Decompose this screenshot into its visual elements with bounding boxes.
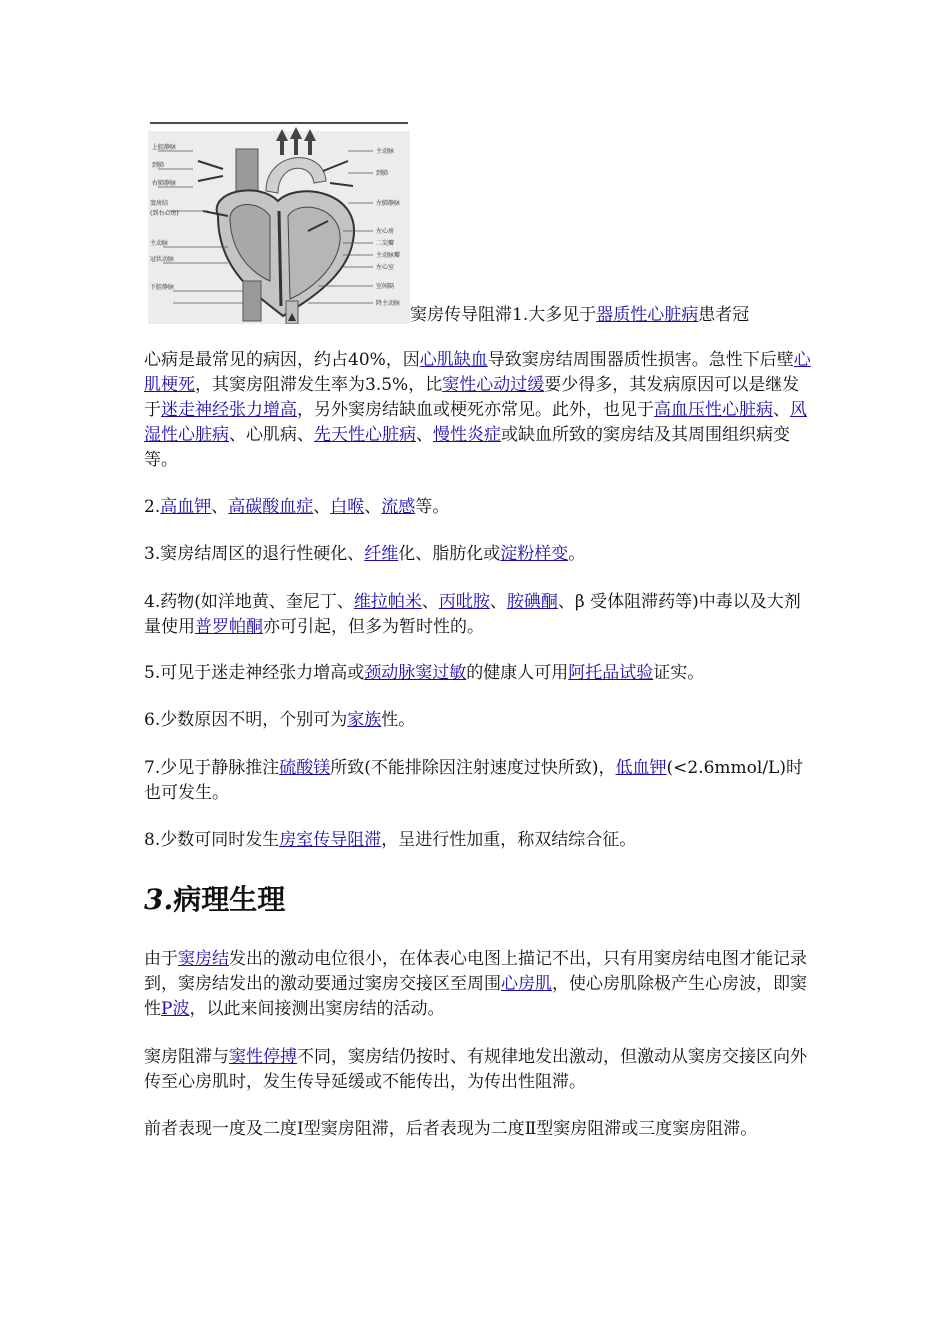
text: ，其窦房阻滞发生率为3.5%，比 bbox=[195, 375, 443, 395]
text: (<2.6mmol/L)时也可发生。 bbox=[144, 758, 803, 803]
text: ，使心房肌除极产生心房波，即窦性 bbox=[144, 974, 807, 1019]
link-magnesium-sulfate[interactable]: 硫酸镁 bbox=[279, 758, 331, 778]
section-number: 3. bbox=[144, 883, 174, 916]
text: 前者表现一度及二度Ⅰ型窦房阻滞，后者表现为二度Ⅱ型窦房阻滞或三度窦房阻滞。 bbox=[144, 1119, 758, 1139]
link-carotid-sinus-hypersensitivity[interactable]: 颈动脉窦过敏 bbox=[364, 663, 467, 683]
text: 4.药物(如洋地黄、奎尼丁、 bbox=[144, 592, 354, 612]
fig-label-right-1: 到肺 bbox=[376, 170, 389, 177]
text: 证实。 bbox=[653, 663, 705, 683]
fig-label-left-0: 上腔静脉 bbox=[152, 144, 177, 151]
link-verapamil[interactable]: 维拉帕米 bbox=[353, 592, 422, 612]
fig-label-left-4: (到右心房) bbox=[150, 210, 179, 217]
paragraph-pathophysiology-3 bbox=[144, 1117, 814, 1142]
text: 、 bbox=[313, 497, 331, 517]
link-p-wave[interactable]: P波 bbox=[161, 999, 190, 1019]
text: 、心肌病、 bbox=[229, 425, 314, 445]
link-vagal-tone[interactable]: 迷走神经张力增高 bbox=[161, 400, 297, 420]
link-myocardial-infarction[interactable]: 心肌梗死 bbox=[144, 350, 811, 395]
paragraph-causes-6 bbox=[144, 708, 814, 733]
fig-label-right-2: 左肺静脉 bbox=[376, 200, 401, 207]
text: 发出的激动电位很小，在体表心电图上描记不出，只有用窦房结电图才能记录到，窦房结发出的激动要通过窦房交接区至周围 bbox=[144, 949, 807, 994]
text: ，呈进行性加重，称双结综合征。 bbox=[381, 830, 637, 850]
fig-label-left-2: 右肺静脉 bbox=[152, 180, 177, 187]
fig-label-left-1: 到肺 bbox=[152, 162, 165, 169]
text: 、β 受体阻滞药等)中毒以及大剂量使用 bbox=[144, 592, 801, 637]
text: 3.窦房结周区的退行性硬化、 bbox=[144, 544, 365, 564]
intro-lead: 窦房传导阻滞1.大多见于 bbox=[410, 305, 597, 325]
intro-tail: 患者冠 bbox=[698, 305, 750, 325]
fig-label-right-0: 主动脉 bbox=[376, 148, 395, 155]
link-amyloidosis[interactable]: 淀粉样变 bbox=[500, 544, 569, 564]
text: 由于 bbox=[144, 949, 178, 969]
fig-label-left-7: 下腔静脉 bbox=[150, 284, 175, 291]
text: 、 bbox=[773, 400, 790, 420]
text: 、 bbox=[364, 497, 382, 517]
link-propafenone[interactable]: 普罗帕酮 bbox=[195, 617, 263, 637]
link-av-block[interactable]: 房室传导阻滞 bbox=[279, 830, 382, 850]
text: 。 bbox=[568, 544, 586, 564]
text: 、 bbox=[421, 592, 439, 612]
link-myocardial-ischemia[interactable]: 心肌缺血 bbox=[419, 350, 488, 370]
heart-diagram bbox=[148, 121, 410, 324]
link-disopyramide[interactable]: 丙吡胺 bbox=[438, 592, 490, 612]
link-congenital-heart-disease[interactable]: 先天性心脏病 bbox=[314, 425, 416, 445]
fig-label-right-6: 左心室 bbox=[376, 264, 395, 271]
link-chronic-inflammation[interactable]: 慢性炎症 bbox=[433, 425, 501, 445]
fig-label-right-5: 主动脉瓣 bbox=[376, 252, 401, 259]
paragraph-pathophysiology-2 bbox=[144, 1045, 814, 1095]
paragraph-pathophysiology-1 bbox=[144, 947, 814, 1022]
paragraph-causes-7 bbox=[144, 756, 814, 806]
text: 导致窦房结周围器质性损害。急性下后壁 bbox=[487, 350, 794, 370]
link-rheumatic-heart-disease[interactable]: 风湿性心脏病 bbox=[144, 400, 807, 445]
text: 不同，窦房结仍按时、有规律地发出激动，但激动从窦房交接区向外传至心房肌时，发生传导延缓或不能传出，为传出性阻滞。 bbox=[144, 1047, 807, 1092]
paragraph-causes-2 bbox=[144, 495, 814, 520]
link-sinus-arrest[interactable]: 窦性停搏 bbox=[229, 1047, 297, 1067]
text: 亦可引起，但多为暂时性的。 bbox=[263, 617, 484, 637]
link-atrial-muscle[interactable]: 心房肌 bbox=[501, 974, 552, 994]
text: 等。 bbox=[415, 497, 450, 517]
paragraph-causes-5 bbox=[144, 661, 814, 686]
text: 心病是最常见的病因，约占40%，因 bbox=[144, 350, 420, 370]
text: 或缺血所致的窦房结及其周围组织病变等。 bbox=[144, 425, 790, 470]
text: 、 bbox=[489, 592, 507, 612]
link-hypokalemia[interactable]: 低血钾 bbox=[615, 758, 667, 778]
link-amiodarone[interactable]: 胺碘酮 bbox=[506, 592, 558, 612]
link-hypertensive-heart-disease[interactable]: 高血压性心脏病 bbox=[654, 400, 773, 420]
link-sinus-bradycardia[interactable]: 窦性心动过缓 bbox=[442, 375, 545, 395]
text: 所致(不能排除因注射速度过快所致)， bbox=[330, 758, 616, 778]
link-organic-heart-disease[interactable]: 器质性心脏病 bbox=[596, 305, 699, 325]
link-fibrosis[interactable]: 纤维 bbox=[364, 544, 399, 564]
section-title: 病理生理 bbox=[173, 883, 286, 916]
link-hypercapnia[interactable]: 高碳酸血症 bbox=[228, 497, 314, 517]
intro-row bbox=[148, 121, 828, 326]
text: 要少得多，其发病原因可以是继发于 bbox=[144, 375, 800, 420]
fig-label-left-6: 冠状动脉 bbox=[150, 256, 175, 263]
fig-label-right-8: 降主动脉 bbox=[376, 300, 401, 307]
text: 性。 bbox=[381, 710, 416, 730]
text: 2. bbox=[144, 497, 161, 517]
text: ，以此来间接测出窦房结的活动。 bbox=[189, 999, 445, 1019]
link-atropine-test[interactable]: 阿托品试验 bbox=[568, 663, 654, 683]
text: 、 bbox=[416, 425, 433, 445]
link-hyperkalemia[interactable]: 高血钾 bbox=[160, 497, 212, 517]
paragraph-causes-8 bbox=[144, 828, 814, 853]
fig-label-right-4: 二尖瓣 bbox=[376, 240, 395, 247]
link-familial[interactable]: 家族 bbox=[347, 710, 382, 730]
fig-label-left-3: 窦房结 bbox=[150, 200, 169, 207]
text: 7.少见于静脉推注 bbox=[144, 758, 280, 778]
intro-text bbox=[410, 301, 749, 329]
section-heading bbox=[144, 882, 285, 918]
text: ，另外窦房结缺血或梗死亦常见。此外，也见于 bbox=[297, 400, 654, 420]
link-influenza[interactable]: 流感 bbox=[381, 497, 416, 517]
text: 5.可见于迷走神经张力增高或 bbox=[144, 663, 365, 683]
text: 的健康人可用 bbox=[466, 663, 569, 683]
paragraph-causes-4 bbox=[144, 590, 814, 640]
fig-label-right-7: 室间隔 bbox=[376, 283, 395, 290]
paragraph-causes-1 bbox=[144, 348, 814, 473]
text: 、 bbox=[211, 497, 229, 517]
text: 化、脂肪化或 bbox=[398, 544, 501, 564]
paragraph-causes-3 bbox=[144, 542, 814, 567]
link-diphtheria[interactable]: 白喉 bbox=[330, 497, 365, 517]
fig-label-right-3: 左心房 bbox=[376, 228, 395, 235]
fig-label-left-5: 主动脉 bbox=[150, 240, 169, 247]
text: 6.少数原因不明，个别可为 bbox=[144, 710, 348, 730]
text: 8.少数可同时发生 bbox=[144, 830, 280, 850]
text: 窦房阻滞与 bbox=[144, 1047, 229, 1067]
link-sinus-node[interactable]: 窦房结 bbox=[178, 949, 229, 969]
